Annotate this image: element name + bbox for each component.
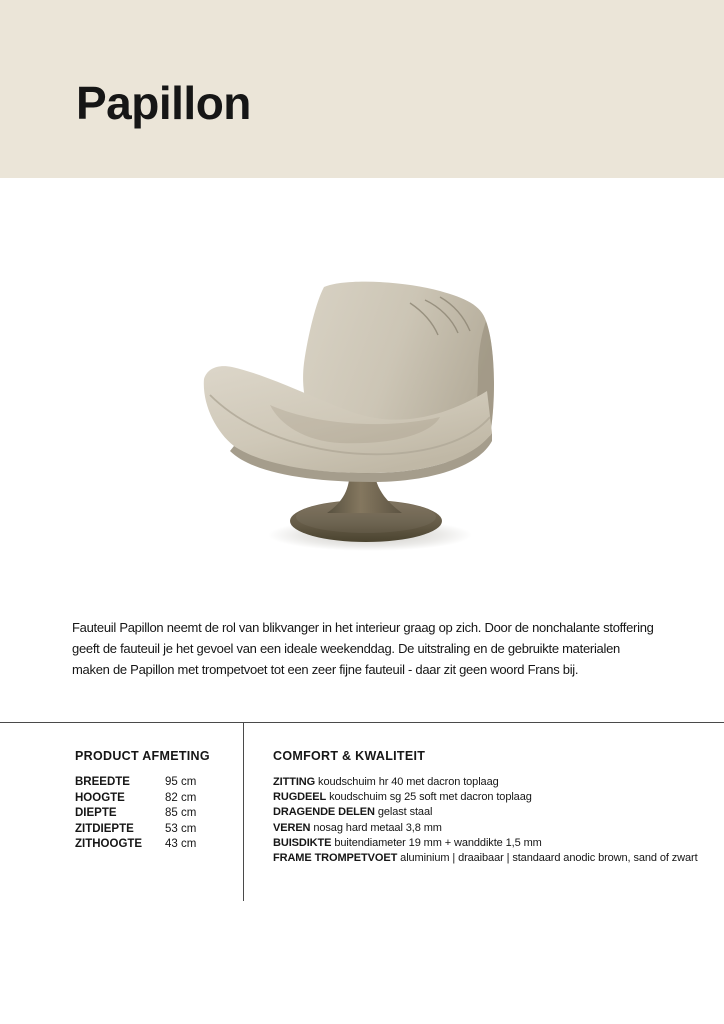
dimension-value: 85 cm bbox=[165, 807, 197, 819]
comfort-detail: koudschuim hr 40 met dacron toplaag bbox=[318, 776, 499, 788]
header-band bbox=[0, 0, 724, 178]
table-row bbox=[75, 822, 210, 838]
dimension-value: 95 cm bbox=[165, 776, 197, 788]
table-row bbox=[75, 837, 210, 853]
product-photo bbox=[190, 245, 530, 575]
table-row bbox=[273, 851, 698, 866]
dimensions-section bbox=[75, 749, 210, 853]
table-row bbox=[75, 775, 210, 791]
comfort-term: DRAGENDE DELEN bbox=[273, 806, 375, 819]
comfort-detail: aluminium | draaibaar | standaard anodic brown, sand of zwart bbox=[400, 852, 698, 865]
description-line: maken de Papillon met trompetvoet tot een zeer fijne fauteuil - daar zit geen woord Frans bij. bbox=[72, 662, 579, 677]
dimension-value: 43 cm bbox=[165, 838, 197, 850]
dimension-label: HOOGTE bbox=[75, 791, 125, 804]
product-description bbox=[72, 617, 654, 680]
table-row bbox=[273, 836, 698, 851]
table-row bbox=[75, 791, 210, 807]
table-row bbox=[273, 775, 698, 790]
comfort-detail: nosag hard metaal 3,8 mm bbox=[313, 821, 442, 834]
dimensions-heading: PRODUCT AFMETING bbox=[75, 749, 210, 763]
comfort-heading: COMFORT & KWALITEIT bbox=[273, 749, 426, 763]
table-row bbox=[75, 806, 210, 822]
comfort-term: VEREN bbox=[273, 821, 311, 834]
dimension-label: ZITHOOGTE bbox=[75, 838, 143, 850]
table-row bbox=[273, 790, 698, 805]
description-line: Fauteuil Papillon neemt de rol van blikvanger in het interieur graag op zich. Door de nonchalante stoffering bbox=[72, 620, 654, 635]
dimension-value: 82 cm bbox=[165, 791, 197, 804]
dimension-label: BREEDTE bbox=[75, 776, 130, 788]
comfort-term: RUGDEEL bbox=[273, 791, 327, 804]
comfort-term: ZITTING bbox=[273, 776, 316, 788]
table-row bbox=[273, 805, 698, 820]
comfort-term: FRAME TROMPETVOET bbox=[273, 852, 398, 865]
chair-illustration bbox=[190, 245, 530, 575]
divider-vertical bbox=[243, 722, 244, 901]
table-row bbox=[273, 821, 698, 836]
divider-horizontal bbox=[0, 722, 724, 723]
dimension-label: DIEPTE bbox=[75, 807, 117, 819]
comfort-detail: gelast staal bbox=[377, 806, 433, 819]
dimension-value: 53 cm bbox=[165, 822, 197, 835]
dimension-label: ZITDIEPTE bbox=[75, 822, 134, 835]
comfort-term: BUISDIKTE bbox=[273, 836, 332, 849]
comfort-detail: koudschuim sg 25 soft met dacron toplaag bbox=[329, 791, 532, 804]
comfort-section bbox=[273, 749, 698, 866]
comfort-detail: buitendiameter 19 mm + wanddikte 1,5 mm bbox=[334, 836, 542, 849]
page-title: Papillon bbox=[76, 77, 251, 129]
description-line: geeft de fauteuil je het gevoel van een ideale weekenddag. De uitstraling en de gebruikte materialen bbox=[72, 641, 621, 656]
